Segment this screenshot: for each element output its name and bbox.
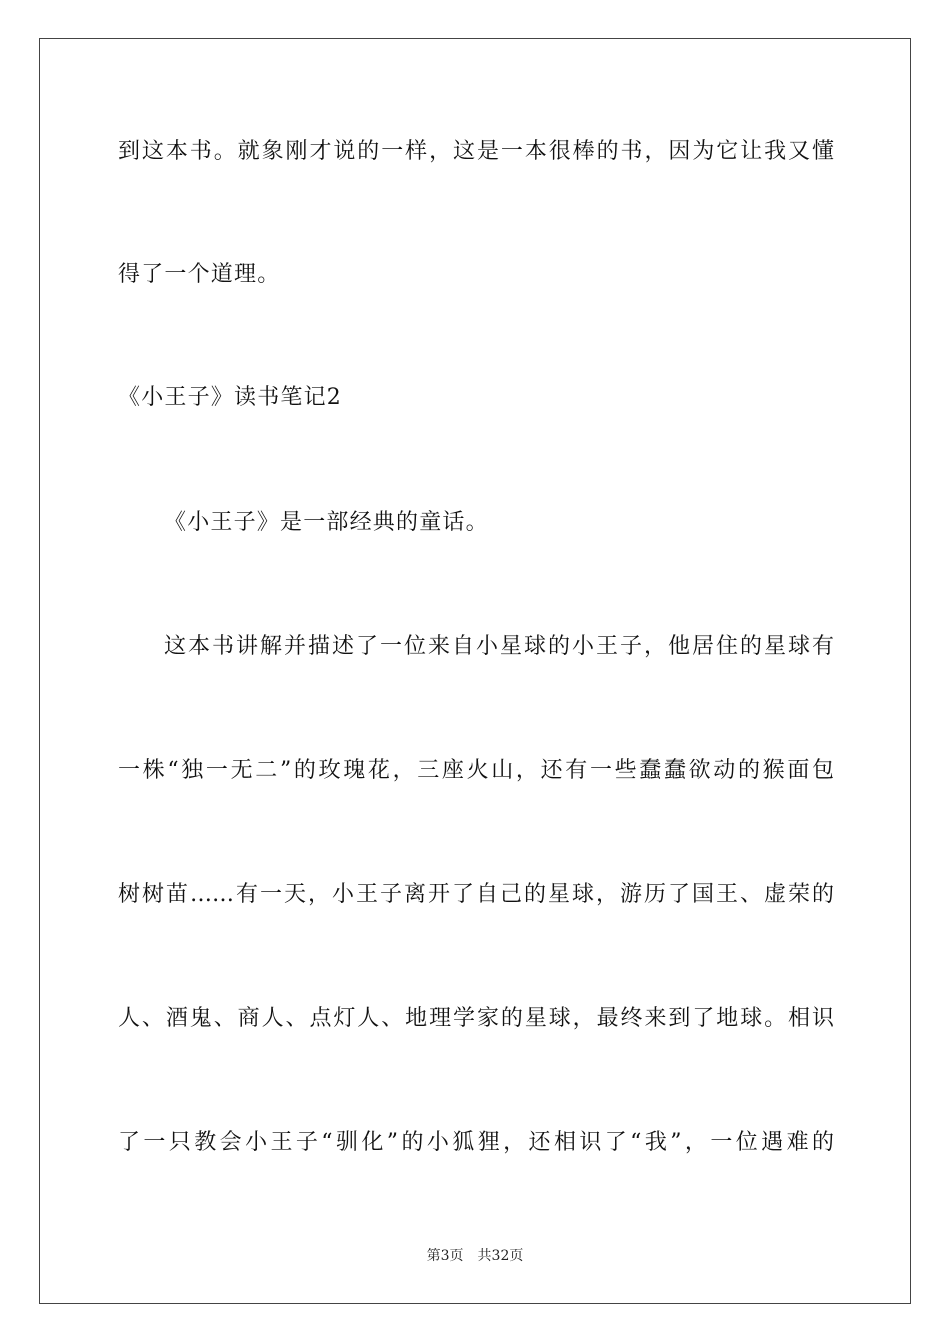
section-heading: 《小王子》读书笔记2 bbox=[118, 385, 342, 410]
body-text-line: 树树苗……有一天，小王子离开了自己的星球，游历了国王、虚荣的 bbox=[118, 882, 834, 907]
page-frame bbox=[39, 38, 911, 1304]
body-text-line: 《小王子》是一部经典的童话。 bbox=[164, 510, 489, 535]
body-text-line: 了一只教会小王子“驯化”的小狐狸，还相识了“我”，一位遇难的 bbox=[118, 1130, 834, 1155]
body-text-line: 这本书讲解并描述了一位来自小星球的小王子，他居住的星球有 bbox=[164, 634, 834, 659]
page-number: 第3页 bbox=[426, 1248, 464, 1264]
body-text-line: 得了一个道理。 bbox=[118, 262, 281, 287]
body-text-line: 人、酒鬼、商人、点灯人、地理学家的星球，最终来到了地球。相识 bbox=[118, 1006, 834, 1031]
body-text-line: 一株“独一无二”的玫瑰花，三座火山，还有一些蠢蠢欲动的猴面包 bbox=[118, 758, 834, 783]
page-footer bbox=[0, 1246, 950, 1266]
page-total: 共32页 bbox=[477, 1248, 524, 1264]
body-text-line: 到这本书。就象刚才说的一样，这是一本很棒的书，因为它让我又懂 bbox=[118, 139, 834, 164]
